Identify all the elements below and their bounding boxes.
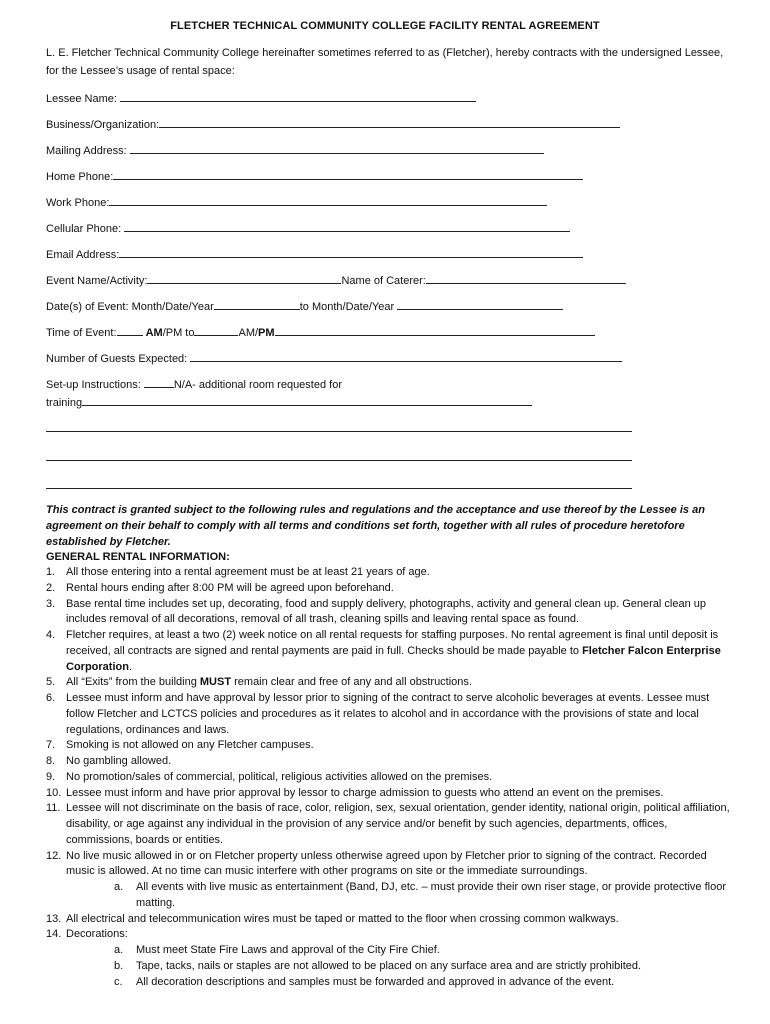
setup-label: Set-up Instructions: xyxy=(46,379,141,391)
end-time-line[interactable] xyxy=(194,323,238,336)
time-am-label: AM xyxy=(145,327,163,339)
sub-rule-item xyxy=(46,880,736,912)
rule-item xyxy=(46,691,736,738)
rule-text: All those entering into a rental agreement must be at least 21 years of age. xyxy=(66,566,430,578)
sub-rule-letter: b. xyxy=(114,959,124,972)
lessee-name-field[interactable] xyxy=(46,89,476,105)
rule-number: 4. xyxy=(46,629,56,641)
rule-item xyxy=(46,801,736,848)
rule-text: Lessee must inform and have prior approval by lessor to charge admission to guests who attend an event on the premises. xyxy=(66,786,664,799)
event-dates-field[interactable] xyxy=(46,297,563,313)
rule-text: Smoking is not allowed on any Fletcher campuses. xyxy=(66,739,314,752)
caterer-label: Name of Caterer: xyxy=(341,275,426,287)
rule-item xyxy=(46,565,736,581)
event-time-field[interactable] xyxy=(46,323,595,339)
rule-item xyxy=(46,849,736,881)
rule-number: 10. xyxy=(46,786,62,799)
rule-number: 3. xyxy=(46,597,56,610)
mailing-address-line[interactable] xyxy=(130,141,544,154)
cell-phone-label: Cellular Phone: xyxy=(46,223,122,235)
rule-number: 8. xyxy=(46,755,56,767)
notes-line-2[interactable] xyxy=(46,459,632,461)
setup-suffix-label: N/A- additional room requested for xyxy=(173,379,342,391)
event-dates-to-label: to Month/Date/Year xyxy=(299,301,395,313)
rule-item xyxy=(46,597,736,629)
mailing-address-label: Mailing Address: xyxy=(46,145,127,157)
rule-text: All “Exits” from the building xyxy=(66,676,200,689)
caterer-line[interactable] xyxy=(426,271,626,284)
rule-text: No live music allowed in or on Fletcher property unless otherwise agreed upon by Fletcher prior to signing of the contract. Recorded music is allowed. At no time can music interfere with other programs on site or the immediate surroundings. xyxy=(66,849,707,878)
rule-text: No gambling allowed. xyxy=(66,755,172,767)
email-label: Email Address: xyxy=(46,249,120,261)
rule-item xyxy=(46,912,736,928)
event-name-label: Event Name/Activity: xyxy=(46,275,148,287)
sub-rule-item xyxy=(46,959,736,975)
guests-field[interactable] xyxy=(46,349,622,365)
training-line[interactable] xyxy=(82,393,532,406)
rule-text: No promotion/sales of commercial, political, religious activities allowed on the premises. xyxy=(66,770,493,783)
rule-number: 14. xyxy=(46,928,62,941)
lessee-name-label: Lessee Name: xyxy=(46,93,117,105)
event-name-line[interactable] xyxy=(147,271,341,284)
home-phone-label: Home Phone: xyxy=(46,171,114,183)
rule-text: Decorations: xyxy=(66,928,128,941)
event-name-field[interactable] xyxy=(46,271,626,287)
setup-na-line[interactable] xyxy=(144,375,174,388)
start-time-line[interactable] xyxy=(117,323,143,336)
notes-line-1[interactable] xyxy=(46,430,632,432)
email-field[interactable] xyxy=(46,245,583,261)
mailing-address-field[interactable] xyxy=(46,141,544,157)
rule-item xyxy=(46,675,736,691)
rule-item xyxy=(46,581,736,597)
rule-item xyxy=(46,927,736,943)
rule-number: 1. xyxy=(46,566,56,578)
notes-line-3[interactable] xyxy=(46,487,632,489)
work-phone-label: Work Phone: xyxy=(46,197,110,209)
time-extra-line[interactable] xyxy=(275,323,595,336)
training-label: training xyxy=(46,397,83,409)
rule-text: Lessee will not discriminate on the basis of race, color, religion, sex, sexual orientation, gender identity, national origin, political affiliation, disability, or age against any individual in the provision of any service and/or benefit by such agencies, departments, offices, commissions, boards or entities. xyxy=(66,802,730,846)
rule-text: Lessee must inform and have approval by lessor prior to signing of the contract to serve alcoholic beverages at events. Lessee must follow Fletcher and LCTCS policies and procedures as it relates to alcohol and in accordance with the provisions of state and local regulations, ordinances and laws. xyxy=(66,692,710,736)
business-label: Business/Organization: xyxy=(46,119,160,131)
business-field[interactable] xyxy=(46,115,620,131)
work-phone-line[interactable] xyxy=(109,193,547,206)
rule-item xyxy=(46,628,736,675)
email-line[interactable] xyxy=(119,245,583,258)
business-line[interactable] xyxy=(159,115,620,128)
section-heading: GENERAL RENTAL INFORMATION: xyxy=(46,551,230,563)
rule-text-end: remain clear and free of any and all obstructions. xyxy=(231,676,472,689)
rule-number: 11. xyxy=(46,802,61,815)
rule-text-end: . xyxy=(128,660,133,673)
home-phone-line[interactable] xyxy=(113,167,583,180)
lessee-name-line[interactable] xyxy=(120,89,476,102)
rule-number: 12. xyxy=(46,849,62,862)
rule-text: Fletcher requires, at least a two (2) week notice on all rental requests for staffing purposes. No rental agreement is final until deposit is received, all contracts are signed and rental payments are paid in full. Checks should be made payable to xyxy=(66,629,719,657)
rule-text: Base rental time includes set up, decorating, food and supply delivery, photographs, activity and general clean up. General clean up includes removal of all decorations, removal of all trash, cleaning spills and leaving rental space as found. xyxy=(66,597,707,626)
rule-number: 5. xyxy=(46,676,56,689)
sub-rule-letter: c. xyxy=(114,975,123,988)
sub-rule-letter: a. xyxy=(114,944,124,956)
time-am2-label: AM/ xyxy=(238,327,259,339)
time-pm-to-label: /PM to xyxy=(162,327,195,339)
work-phone-field[interactable] xyxy=(46,193,547,209)
intro-paragraph: L. E. Fletcher Technical Community College hereinafter sometimes referred to as (Fletcher), hereby contracts with the undersigned Lessee, for the Lessee’s usage of rental space: xyxy=(46,47,724,77)
sub-rule-letter: a. xyxy=(114,881,124,893)
rule-item xyxy=(46,754,736,770)
setup-field[interactable] xyxy=(46,375,342,391)
sub-rule-text: All decoration descriptions and samples must be forwarded and approved in advance of the event. xyxy=(136,975,615,988)
time-pm2-label: PM xyxy=(258,327,275,339)
sub-rule-item xyxy=(46,943,736,959)
payee-name: Fletcher Falcon Enterprise Corporation xyxy=(66,644,721,673)
guests-line[interactable] xyxy=(190,349,622,362)
rule-number: 9. xyxy=(46,770,56,783)
sub-rule-item xyxy=(46,975,736,991)
cell-phone-line[interactable] xyxy=(124,219,570,232)
start-date-line[interactable] xyxy=(214,297,300,310)
rule-item xyxy=(46,786,736,802)
rule-item xyxy=(46,738,736,754)
training-field[interactable] xyxy=(46,393,532,409)
rule-number: 2. xyxy=(46,581,56,594)
terms-paragraph: This contract is granted subject to the following rules and regulations and the acceptance and use thereof by the Lessee is an agreement on their behalf to comply with all terms and conditions set forth, together with all rules of procedure heretofore established by Fletcher. xyxy=(46,504,705,548)
event-dates-label: Date(s) of Event: Month/Date/Year xyxy=(46,301,214,313)
end-date-line[interactable] xyxy=(397,297,563,310)
guests-label: Number of Guests Expected: xyxy=(46,353,188,365)
home-phone-field[interactable] xyxy=(46,167,583,183)
rule-emphasis: MUST xyxy=(199,676,232,689)
sub-rule-text: All events with live music as entertainment (Band, DJ, etc. – must provide their own riser stage, or provide protective floor matting. xyxy=(136,881,726,909)
sub-rule-text: Tape, tacks, nails or staples are not allowed to be placed on any surface area and are strictly prohibited. xyxy=(136,959,642,972)
rule-number: 6. xyxy=(46,692,56,704)
rule-text: Rental hours ending after 8:00 PM will be agreed upon beforehand. xyxy=(66,581,394,594)
rule-number: 13. xyxy=(46,912,62,925)
rule-item xyxy=(46,770,736,786)
document-title: FLETCHER TECHNICAL COMMUNITY COLLEGE FACILITY RENTAL AGREEMENT xyxy=(170,20,600,32)
sub-rule-text: Must meet State Fire Laws and approval of the City Fire Chief. xyxy=(136,944,440,956)
rule-number: 7. xyxy=(46,739,56,752)
rules-list xyxy=(46,565,736,990)
time-label: Time of Event: xyxy=(46,327,117,339)
rule-text: All electrical and telecommunication wires must be taped or matted to the floor when crossing common walkways. xyxy=(66,912,619,925)
cell-phone-field[interactable] xyxy=(46,219,570,235)
